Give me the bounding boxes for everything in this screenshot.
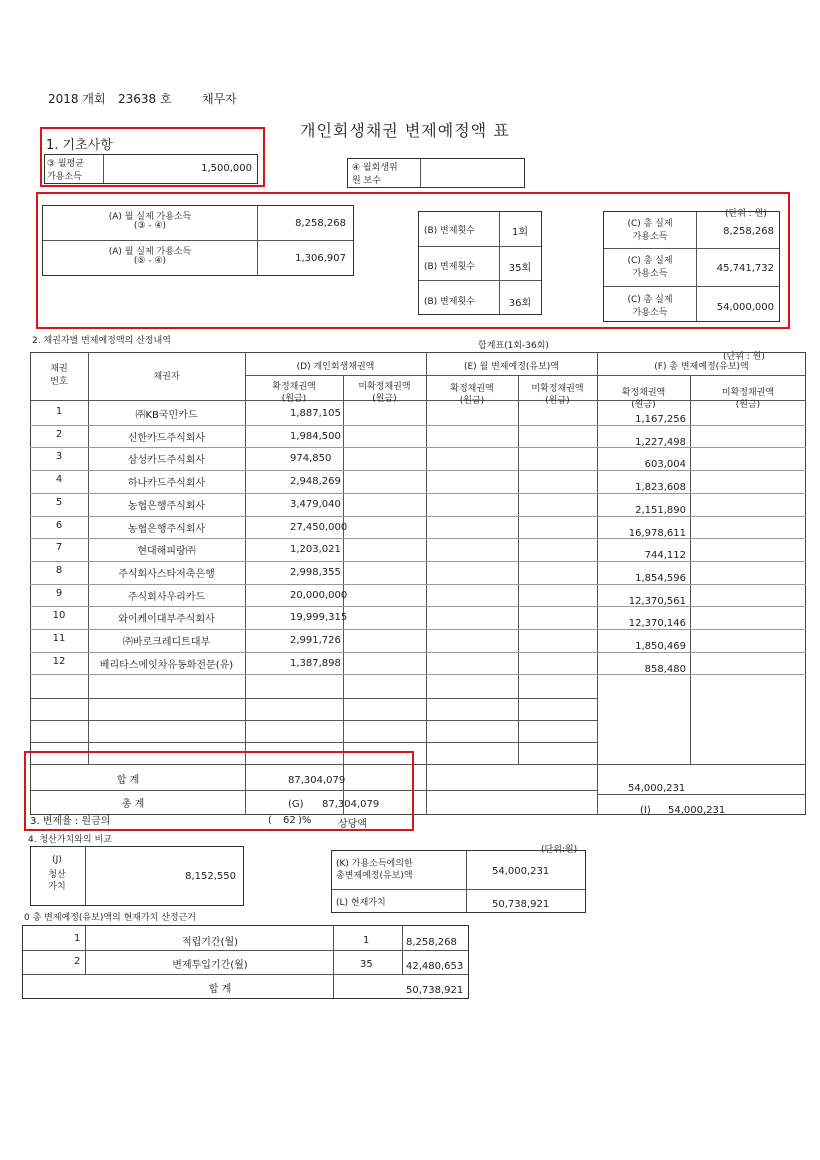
row-confirmed-amount: 1,887,105	[290, 408, 341, 419]
table-row-divider	[30, 606, 806, 607]
col-d-header: (D) 개인회생채권액	[296, 362, 375, 372]
avg-income-label-1: ③ 월평균	[47, 159, 85, 169]
section5-heading: 0 총 변제예정(유보)액의 현재가치 산정근거	[24, 913, 196, 923]
basis-sum-value: 50,738,921	[406, 985, 464, 996]
total-c2-label-2: 가용소득	[632, 269, 668, 279]
row-creditor-name: 베리타스에잇차유동화전문(유)	[99, 659, 234, 671]
monthly-a1-label-2: (③ - ④)	[133, 221, 167, 231]
row-total-payment: 1,823,608	[635, 482, 686, 494]
page-title: 개인회생채권 변제예정액 표	[300, 121, 510, 140]
rate-close: )%	[298, 815, 312, 826]
section3-heading: 3. 변제율 : 원금의	[30, 816, 111, 827]
liq-label-1: (J)	[52, 855, 62, 865]
f-unconfirmed-1: 미확정채권액	[721, 388, 775, 398]
total-i-value: 54,000,231	[668, 805, 726, 816]
row-confirmed-amount: 1,984,500	[290, 430, 341, 442]
f-confirmed-1: 확정채권액	[621, 388, 666, 398]
row-confirmed-amount: 19,999,315	[290, 612, 348, 624]
case-number: 23638 호	[118, 92, 172, 106]
trustee-label-1: ④ 월회생위	[352, 163, 398, 173]
row-number: 11	[52, 633, 66, 644]
table-row-divider	[30, 584, 806, 585]
row-number: 4	[55, 474, 63, 486]
avg-income-label-2: 가용소득	[47, 172, 82, 182]
row-creditor-name: 농협은행주식회사	[127, 523, 206, 535]
liq-value: 8,152,550	[185, 871, 236, 882]
count-label-3: (B) 변제횟수	[424, 297, 475, 307]
row-creditor-name: 신한카드주식회사	[127, 432, 206, 444]
row-confirmed-amount: 1,203,021	[290, 544, 341, 556]
count-value-2: 35회	[508, 263, 532, 274]
l-value: 50,738,921	[492, 899, 550, 910]
liq-label-2: 청산	[48, 870, 66, 880]
rate-open: (	[268, 815, 272, 826]
table-row-divider	[30, 629, 806, 630]
case-year: 2018 개회	[48, 92, 106, 106]
table-row-divider	[30, 493, 806, 494]
count-label-1: (B) 변제횟수	[424, 226, 475, 236]
basis-no-2: 2	[74, 956, 81, 967]
total-g-label: (G)	[288, 799, 304, 810]
row-confirmed-amount: 2,948,269	[290, 476, 341, 488]
sum-d-value: 87,304,079	[288, 775, 346, 786]
d-unconfirmed-2: (원금)	[372, 394, 397, 404]
section1-heading: 1. 기초사항	[46, 138, 113, 153]
row-confirmed-amount: 2,991,726	[290, 635, 341, 646]
basis-sum-label: 합 계	[208, 984, 232, 995]
row-total-payment: 2,151,890	[635, 504, 686, 516]
table-row-divider	[30, 516, 806, 517]
col-creditor: 채권자	[153, 372, 180, 382]
col-f-header: (F) 총 변제예정(유보)액	[654, 362, 749, 372]
table-row-divider	[30, 447, 806, 448]
highlight-basics	[40, 127, 265, 187]
row-confirmed-amount: 27,450,000	[290, 521, 348, 533]
row-number: 10	[52, 610, 66, 622]
unit-label-3: (단위:원)	[541, 845, 578, 855]
count-value-1: 1회	[511, 227, 529, 238]
total-c3-label-2: 가용소득	[632, 308, 668, 318]
debtor-label: 채무자	[202, 92, 237, 106]
col-e-header: (E) 월 변제예정(유보)액	[463, 362, 559, 372]
section2-heading: 2. 채권자별 변제예정액의 산정내역	[32, 336, 171, 346]
total-c1-label-1: (C) 총 실제	[627, 219, 673, 229]
basis-value-1: 8,258,268	[406, 937, 457, 948]
row-creditor-name: 주식회사스타저축은행	[118, 568, 215, 580]
row-total-payment: 858,480	[644, 663, 686, 675]
k-label-1: (K) 가용소득에의한	[336, 859, 413, 869]
row-creditor-name: 주식회사우리카드	[127, 591, 206, 603]
row-confirmed-amount: 3,479,040	[290, 498, 341, 510]
row-number: 6	[55, 519, 63, 531]
row-total-payment: 603,004	[644, 459, 686, 471]
basis-label-2: 변제투입기간(월)	[172, 960, 248, 971]
row-creditor-name: ㈜바로크레디트대부	[122, 637, 211, 648]
table-row-divider	[30, 425, 806, 426]
sum-f-value: 54,000,231	[628, 783, 686, 794]
total-c3-label-1: (C) 총 실제	[627, 295, 673, 305]
monthly-a2-value: 1,306,907	[295, 253, 346, 264]
l-label: (L) 현재가치	[336, 898, 386, 908]
row-number: 5	[55, 496, 63, 508]
k-label-2: 총변제예정(유보)액	[336, 871, 413, 881]
e-unconfirmed-2: (원금)	[545, 396, 570, 406]
row-number: 8	[55, 564, 63, 576]
total-c1-value: 8,258,268	[723, 226, 774, 237]
row-creditor-name: 와이케이대부주식회사	[118, 614, 215, 626]
table-row-divider	[30, 561, 806, 562]
liq-label-3: 가치	[48, 882, 66, 892]
total-label: 총 계	[121, 799, 145, 810]
monthly-a1-value: 8,258,268	[295, 218, 346, 229]
row-total-payment: 1,167,256	[635, 414, 686, 425]
table-row-divider	[30, 674, 806, 675]
total-c2-label-1: (C) 총 실제	[627, 256, 673, 266]
row-number: 1	[55, 406, 63, 417]
e-confirmed-2: (원금)	[459, 396, 485, 406]
basis-label-1: 적립기간(월)	[181, 937, 239, 948]
e-unconfirmed-1: 미확정채권액	[531, 384, 584, 394]
row-total-payment: 12,370,561	[628, 595, 686, 607]
row-number: 12	[52, 655, 66, 667]
basis-n-2: 35	[360, 959, 373, 970]
monthly-a2-label-2: (⑤ - ④)	[133, 256, 167, 266]
basis-n-1: 1	[363, 935, 370, 946]
e-confirmed-1: 확정채권액	[450, 384, 494, 394]
sum-label: 합 계	[116, 775, 140, 786]
row-confirmed-amount: 1,387,898	[290, 657, 341, 669]
row-number: 3	[55, 451, 63, 463]
row-total-payment: 744,112	[644, 550, 686, 562]
avg-income-value: 1,500,000	[201, 163, 252, 174]
table-row-divider	[30, 652, 806, 653]
monthly-a2-label-1: (A) 월 실제 가용소득	[108, 247, 192, 257]
f-unconfirmed-2: (원금)	[735, 400, 761, 410]
k-value: 54,000,231	[492, 866, 550, 877]
row-confirmed-amount: 20,000,000	[290, 589, 348, 601]
d-confirmed-1: 확정채권액	[272, 382, 316, 392]
unit-label-2: (단위 : 원)	[723, 352, 765, 362]
basis-value-2: 42,480,653	[406, 961, 464, 972]
table-row-divider	[30, 538, 806, 539]
f-confirmed-2: (원금)	[631, 400, 656, 410]
row-creditor-name: 농협은행주식회사	[127, 500, 206, 512]
total-i-label: (I)	[640, 805, 651, 816]
row-creditor-name: 삼성카드주식회사	[127, 455, 206, 467]
row-total-payment: 1,227,498	[635, 436, 686, 448]
row-total-payment: 1,854,596	[635, 572, 686, 584]
row-number: 9	[55, 587, 63, 599]
row-number: 7	[55, 542, 63, 554]
total-g-value: 87,304,079	[322, 799, 380, 810]
d-confirmed-2: (원금)	[281, 394, 307, 404]
rate-value: 62	[283, 815, 296, 826]
trustee-label-2: 원 보수	[352, 176, 381, 186]
rate-suffix: 상당액	[338, 819, 367, 830]
section4-heading: 4. 청산가치와의 비교	[28, 835, 112, 845]
total-c2-value: 45,741,732	[716, 263, 774, 274]
row-confirmed-amount: 2,998,355	[290, 566, 341, 578]
row-creditor-name: 하나카드주식회사	[127, 478, 206, 490]
row-creditor-name: 현대해피랑㈜	[137, 546, 196, 558]
row-number: 2	[55, 428, 63, 440]
row-total-payment: 1,850,469	[635, 641, 686, 652]
highlight-available-income	[36, 192, 790, 329]
table-row-divider	[30, 470, 806, 471]
monthly-a1-label-1: (A) 월 실제 가용소득	[108, 212, 192, 222]
row-confirmed-amount: 974,850	[290, 453, 332, 465]
highlight-totals	[24, 751, 414, 831]
row-total-payment: 16,978,611	[628, 527, 686, 539]
count-value-3: 36회	[508, 298, 532, 309]
col-no-2: 번호	[50, 377, 68, 387]
row-total-payment: 12,370,146	[628, 618, 686, 630]
d-unconfirmed-1: 미확정채권액	[358, 382, 411, 392]
unit-label-1: (단위 : 원)	[725, 209, 767, 219]
section2-subtitle: 합계표(1회-36회)	[478, 341, 549, 351]
total-c1-label-2: 가용소득	[632, 232, 668, 242]
row-creditor-name: ㈜KB국민카드	[135, 410, 198, 421]
basis-no-1: 1	[74, 933, 81, 944]
col-no-1: 채권	[50, 364, 68, 374]
total-c3-value: 54,000,000	[716, 302, 774, 313]
count-label-2: (B) 변제횟수	[424, 262, 475, 272]
